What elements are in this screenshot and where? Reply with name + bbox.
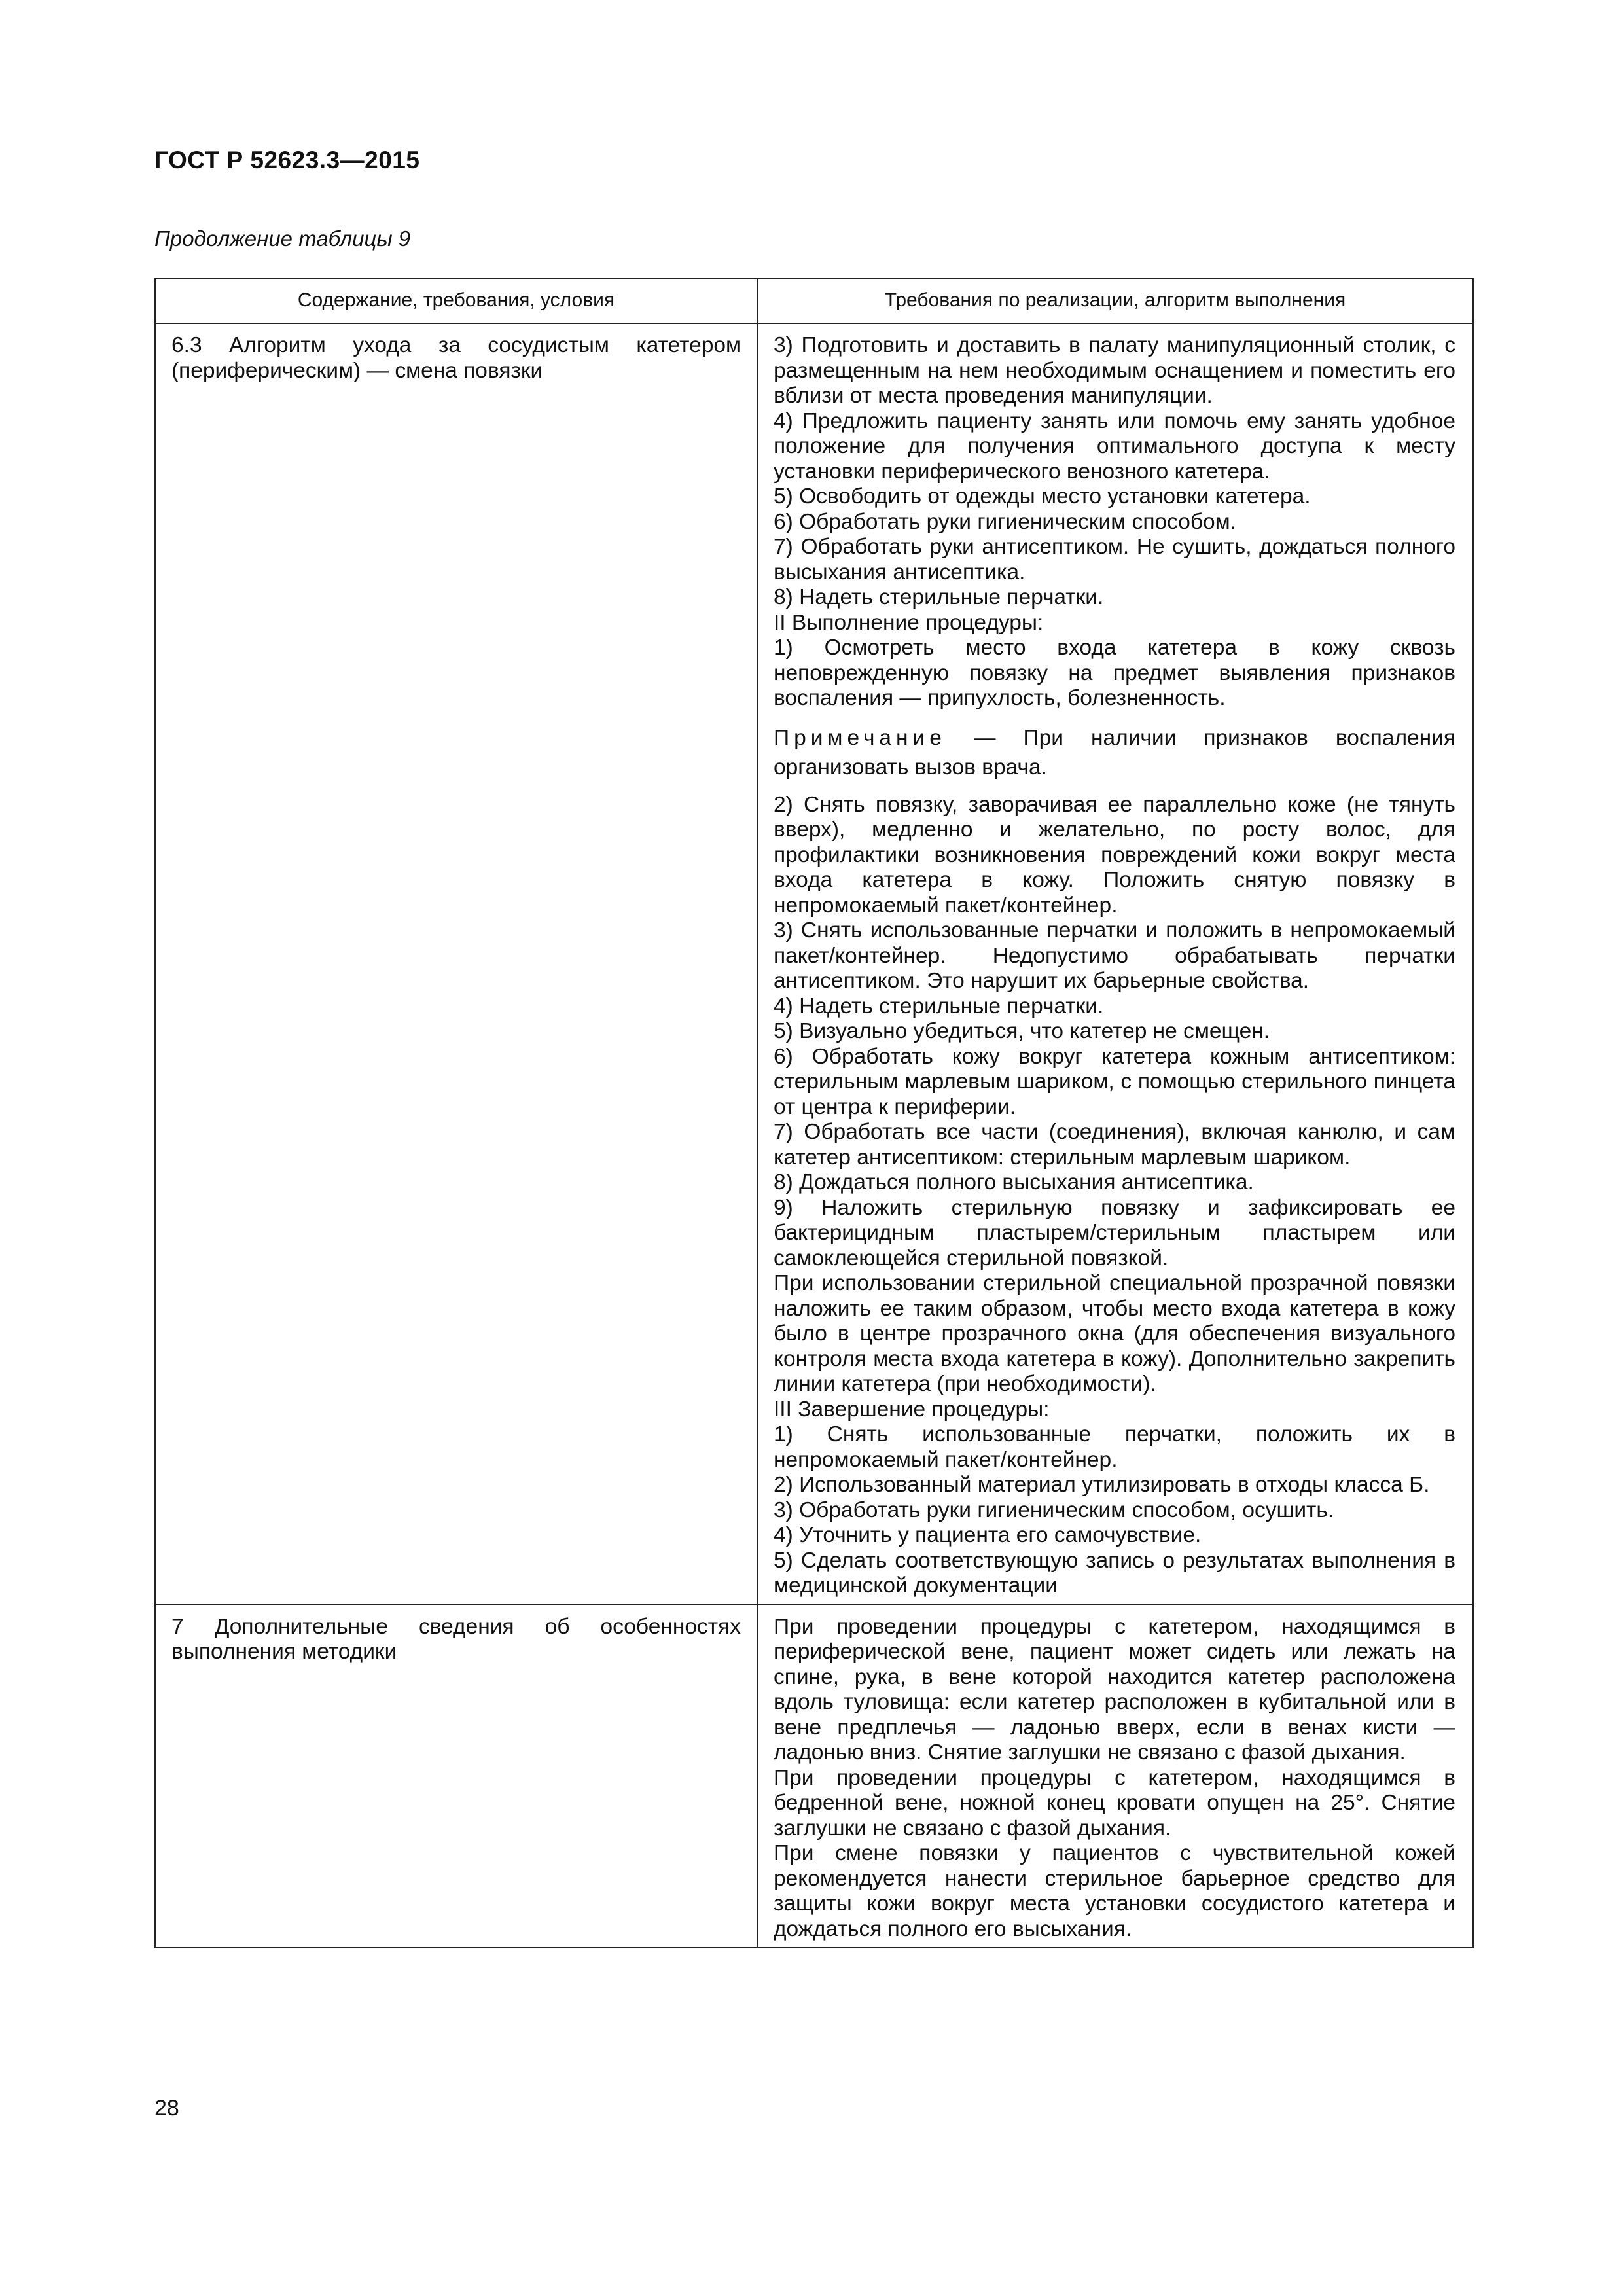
requirements-table — [154, 278, 1474, 1948]
step-line: 3) Снять использованные перчатки и положить в непромокаемый пакет/контейнер. Недопустимо обрабатывать перчатки антисептиком. Это нарушит их барьерные свойства. — [774, 918, 1455, 993]
note — [774, 723, 1455, 782]
step-line: 1) Осмотреть место входа катетера в кожу сквозь неповрежденную повязку на предмет выявления признаков воспаления — припухлость, болезненность. — [774, 636, 1455, 710]
step-line: 8) Дождаться полного высыхания антисептика. — [774, 1170, 1254, 1194]
step-line: 8) Надеть стерильные перчатки. — [774, 585, 1104, 609]
step-line: 2) Использованный материал утилизировать в отходы класса Б. — [774, 1473, 1430, 1497]
column-header-requirements: Требования по реализации, алгоритм выполнения — [757, 278, 1473, 323]
page-number: 28 — [154, 2096, 179, 2121]
row-1-content-text: 6.3 Алгоритм ухода за сосудистым катетером (периферическим) — смена повязки — [171, 333, 741, 383]
note-label: Примечание — [774, 725, 946, 750]
step-line: 9) Наложить стерильную повязку и зафиксировать ее бактерицидным пластырем/стерильным пластырем или самоклеющейся стерильной повязкой. — [774, 1195, 1455, 1270]
row-1-content-cell — [155, 323, 757, 1605]
step-line: 5) Визуально убедиться, что катетер не смещен. — [774, 1019, 1270, 1043]
step-line: 2) Снять повязку, заворачивая ее параллельно коже (не тянуть вверх), медленно и желательно, по росту волос, для профилактики возникновения повреждений кожи вокруг места входа катетера в кожу. Положить снятую повязку в непромокаемый пакет/контейнер. — [774, 792, 1455, 918]
paragraph: При проведении процедуры с катетером, находящимся в периферической вене, пациент может сидеть или лежать на спине, рука, в вене которой находится катетер расположена вдоль туловища: если катетер расположен в кубитальной или в вене предплечья — ладонью вверх, если в венах кисти — ладонью вниз. Снятие заглушки не связано с фазой дыхания. — [774, 1614, 1455, 1765]
step-line: 6) Обработать кожу вокруг катетера кожным антисептиком: стерильным марлевым шариком, с помощью стерильного пинцета от центра к периферии. — [774, 1044, 1455, 1119]
step-line: 4) Предложить пациенту занять или помочь ему занять удобное положение для получения оптимального доступа к месту установки периферического венозного катетера. — [774, 408, 1455, 484]
step-line: 5) Освободить от одежды место установки катетера. — [774, 484, 1311, 509]
row-1-steps-part-b — [774, 793, 1455, 1599]
note-text: — При наличии признаков воспаления организовать вызов врача. — [774, 725, 1455, 780]
row-2-requirements-cell — [757, 1605, 1473, 1948]
step-line: 3) Подготовить и доставить в палату манипуляционный столик, с размещенным на нем необходимым оснащением и поместить его вблизи от места проведения манипуляции. — [774, 333, 1455, 408]
table-row — [155, 323, 1473, 1605]
step-line: 4) Надеть стерильные перчатки. — [774, 994, 1104, 1018]
paragraph: При проведении процедуры с катетером, находящимся в бедренной вене, ножной конец кровати опущен на 25°. Снятие заглушки не связано с фазой дыхания. — [774, 1765, 1455, 1840]
table-header-row — [155, 278, 1473, 323]
step-line: 3) Обработать руки гигиеническим способом, осушить. — [774, 1498, 1334, 1522]
section-heading: II Выполнение процедуры: — [774, 610, 1044, 635]
column-header-content: Содержание, требования, условия — [155, 278, 757, 323]
step-line: 1) Снять использованные перчатки, положить их в непромокаемый пакет/контейнер. — [774, 1422, 1455, 1472]
paragraph: При смене повязки у пациентов с чувствительной кожей рекомендуется нанести стерильное барьерное средство для защиты кожи вокруг места установки сосудистого катетера и дождаться полного его высыхания. — [774, 1841, 1455, 1941]
table-row — [155, 1605, 1473, 1948]
step-line: 4) Уточнить у пациента его самочувствие. — [774, 1523, 1202, 1547]
step-line: 7) Обработать руки антисептиком. Не сушить, дождаться полного высыхания антисептика. — [774, 535, 1455, 584]
table-caption: Продолжение таблицы 9 — [154, 226, 411, 251]
row-2-content-text: 7 Дополнительные сведения об особенностях выполнения методики — [171, 1614, 741, 1664]
step-line: При использовании стерильной специальной прозрачной повязки наложить ее таким образом, чтобы место входа катетера в кожу было в центре прозрачного окна (для обеспечения визуального контроля места входа катетера в кожу). Дополнительно закрепить линии катетера (при необходимости). — [774, 1271, 1455, 1396]
document-code: ГОСТ Р 52623.3—2015 — [154, 147, 420, 173]
section-heading: III Завершение процедуры: — [774, 1397, 1050, 1422]
step-line: 5) Сделать соответствующую запись о результатах выполнения в медицинской документации — [774, 1548, 1455, 1598]
row-2-content-cell — [155, 1605, 757, 1948]
row-1-steps-part-a — [774, 333, 1455, 711]
row-1-requirements-cell — [757, 323, 1473, 1605]
step-line: 7) Обработать все части (соединения), включая канюлю, и сам катетер антисептиком: стерильным марлевым шариком. — [774, 1120, 1455, 1170]
step-line: 6) Обработать руки гигиеническим способом. — [774, 509, 1237, 534]
